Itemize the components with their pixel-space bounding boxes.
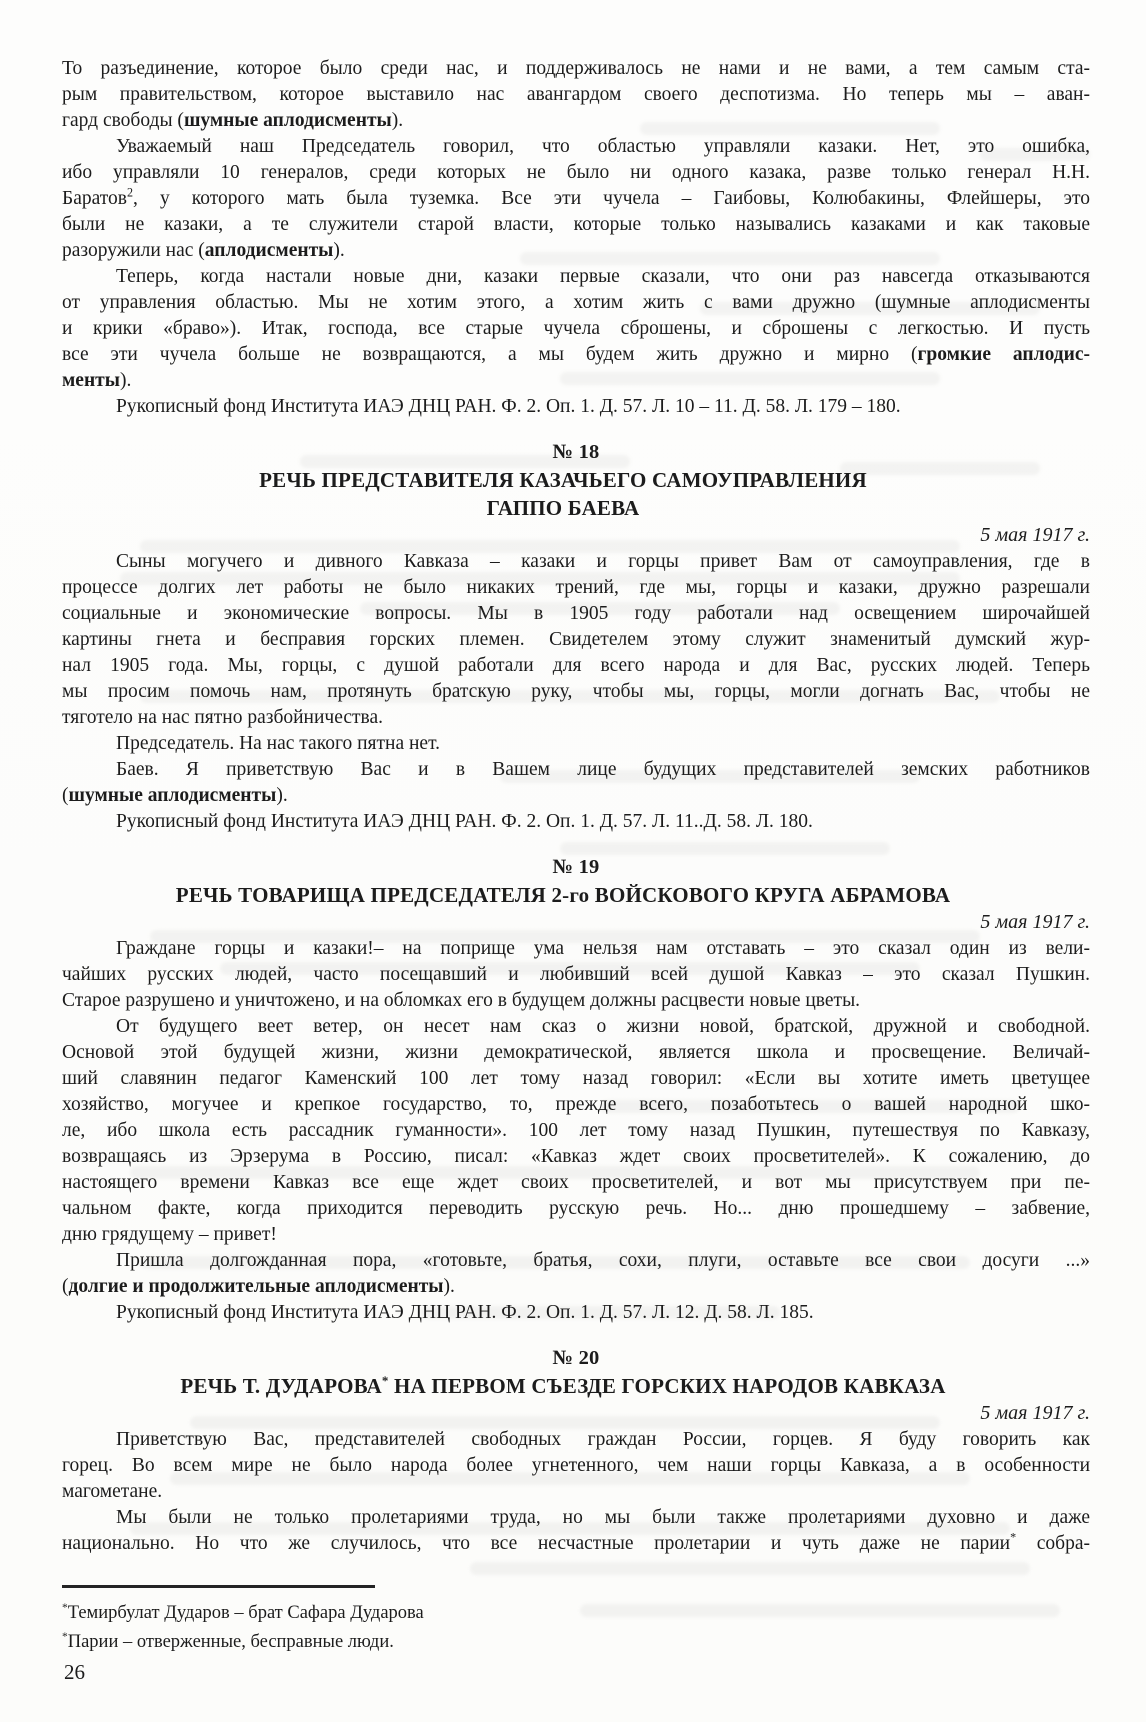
text-line [62, 466, 1064, 494]
text-line [62, 1628, 1090, 1657]
text-run: Рукописный фонд Института ИАЭ ДНЦ РАН. Ф. 2. Оп. 1. Д. 57. Л. 10 – 11. Д. 58. Л. 179 – 180. [116, 396, 901, 417]
paragraph [62, 731, 1090, 757]
text-line [62, 438, 1090, 466]
text-run: социальные и экономические вопросы. Мы в 1905 году работали над освещением широчайшей [62, 603, 1090, 624]
text-line [62, 809, 1090, 835]
text-line [62, 342, 1090, 368]
text-line [62, 1222, 1090, 1248]
text-line [62, 757, 1090, 783]
text-run: нал 1905 года. Мы, горцы, с душой работали для всего народа и для Вас, русских людей. Теперь [62, 655, 1090, 676]
text-line [62, 853, 1090, 881]
text-run: То разъединение, которое было среди нас, и поддерживалось не нами и не вами, а тем самым ста- [62, 58, 1090, 79]
text-run: РЕЧЬ ПРЕДСТАВИТЕЛЯ КАЗАЧЬЕГО САМОУПРАВЛЕНИЯ [259, 468, 867, 492]
text-run: национально. Но что же случилось, что все несчастные пролетарии и чуть даже не парии [62, 1533, 1011, 1554]
text-run: Темирбулат Дударов – брат Сафара Дударова [67, 1603, 424, 1623]
archive-reference [62, 1300, 1090, 1326]
text-line [62, 1479, 1090, 1505]
text-line [62, 82, 1090, 108]
paragraph [62, 757, 1090, 809]
text-line [62, 1531, 1090, 1557]
text-run: Пришла долгожданная пора, «готовьте, братья, сохи, плуги, оставьте все свои досуги ...» [116, 1250, 1090, 1271]
superscript-marker: * [62, 1630, 68, 1643]
bold-run: громкие аплодис- [917, 344, 1091, 365]
paragraph [62, 56, 1090, 134]
text-run: горец. Во всем мире не было народа более угнетенного, чем наши горцы Кавказа, а в особенности [62, 1455, 1090, 1476]
text-run: Приветствую Вас, представителей свободных граждан России, горцев. Я буду говорить как [116, 1429, 1090, 1450]
text-run: Рукописный фонд Института ИАЭ ДНЦ РАН. Ф. 2. Оп. 1. Д. 57. Л. 12. Д. 58. Л. 185. [116, 1302, 814, 1323]
text-line [62, 1066, 1090, 1092]
text-line [62, 1372, 1064, 1400]
text-run: ший славянин педагог Каменский 100 лет тому назад говорил: «Если вы хотите иметь цветущее [62, 1068, 1090, 1089]
section-number [62, 1344, 1090, 1372]
text-run: Уважаемый наш Председатель говорил, что областью управляли казаки. Нет, это ошибка, [116, 136, 1090, 157]
text-run: Старое разрушено и уничтожено, и на обломках его в будущем должны расцвести новые цветы. [62, 990, 861, 1011]
text-line [62, 1427, 1090, 1453]
text-run: мы просим помочь нам, протянуть братскую руку, чтобы мы, горцы, могли догнать Вас, чтобы не [62, 681, 1090, 702]
text-run: ). [333, 240, 345, 261]
text-run: № 19 [552, 856, 600, 878]
section-number [62, 438, 1090, 466]
text-line [62, 368, 1090, 394]
text-run: собра- [1016, 1533, 1090, 1554]
paragraph [62, 1248, 1090, 1300]
section-date [62, 909, 1090, 936]
text-line [62, 56, 1090, 82]
section-date [62, 1400, 1090, 1427]
text-run: тяготело на нас пятно разбойничества. [62, 707, 384, 728]
text-line [62, 212, 1090, 238]
paragraph [62, 1427, 1090, 1505]
archive-reference [62, 809, 1090, 835]
text-line [62, 494, 1064, 522]
text-run: и крики «браво»). Итак, господа, все старые чучела сброшены, и сброшены с легкостью. И пусть [62, 318, 1090, 339]
text-line [62, 108, 1090, 134]
section-title [62, 1372, 1064, 1400]
text-line [62, 1014, 1090, 1040]
superscript-marker: * [381, 1373, 389, 1388]
text-run: от управления областью. Мы не хотим этого, а хотим жить с вами дружно (шумные аплодисменты [62, 292, 1090, 313]
text-run: рым правительством, которое выставило нас авангардом своего деспотизма. Но теперь мы – аван- [62, 84, 1090, 105]
text-line [62, 1505, 1090, 1531]
text-line [62, 1144, 1090, 1170]
text-run: РЕЧЬ ТОВАРИЩА ПРЕДСЕДАТЕЛЯ 2-го ВОЙСКОВОГО КРУГА АБРАМОВА [175, 883, 951, 907]
text-line [62, 1248, 1090, 1274]
text-line [62, 909, 1090, 936]
text-line [62, 783, 1090, 809]
text-line [62, 522, 1090, 549]
text-run: Парии – отверженные, бесправные люди. [67, 1632, 394, 1652]
text-run: 5 мая 1917 г. [980, 1402, 1090, 1424]
text-line [62, 731, 1090, 757]
bold-run: долгие и продолжительные аплодисменты [68, 1276, 444, 1297]
text-run: ле, ибо школа есть рассадник гуманности». 100 лет тому назад Пушкин, путешествуя по Кавказу, [62, 1120, 1090, 1141]
text-run: ГАППО БАЕВА [486, 496, 640, 520]
text-line [62, 1300, 1090, 1326]
section-title [62, 466, 1064, 522]
text-run: Председатель. На нас такого пятна нет. [116, 733, 440, 754]
superscript-marker: * [62, 1601, 68, 1614]
text-line [62, 705, 1090, 731]
text-line [62, 1040, 1090, 1066]
bold-run: шумные аплодисменты [183, 110, 392, 131]
text-run: 5 мая 1917 г. [980, 911, 1090, 933]
text-line [62, 1118, 1090, 1144]
text-run: ( [62, 785, 69, 806]
text-run: Рукописный фонд Института ИАЭ ДНЦ РАН. Ф. 2. Оп. 1. Д. 57. Л. 11..Д. 58. Л. 180. [116, 811, 813, 832]
text-line [62, 962, 1090, 988]
superscript-marker: 2 [126, 185, 134, 200]
text-run: Граждане горцы и казаки!– на поприще ума нельзя нам отставать – это сказал один из вели- [116, 938, 1090, 959]
text-run: НА ПЕРВОМ СЪЕЗДЕ ГОРСКИХ НАРОДОВ КАВКАЗА [388, 1374, 946, 1398]
section-number [62, 853, 1090, 881]
page-number: 26 [64, 1660, 85, 1684]
text-line [62, 988, 1090, 1014]
text-line [62, 549, 1090, 575]
paragraph [62, 134, 1090, 264]
text-run: ). [276, 785, 288, 806]
text-run: дню грядущему – привет! [62, 1224, 277, 1245]
text-run: возвращаясь из Эрзерума в Россию, писал: «Кавказ ждет своих просветителей». К сожалению, до [62, 1146, 1090, 1167]
bold-run: менты [62, 370, 120, 391]
text-run: ). [119, 370, 132, 391]
section-date [62, 522, 1090, 549]
text-line [62, 238, 1090, 264]
paragraph [62, 549, 1090, 731]
text-line [62, 881, 1064, 909]
text-run: Мы были не только пролетариями труда, но мы были также пролетариями духовно и даже [116, 1507, 1090, 1528]
text-run: ( [62, 1276, 69, 1297]
paragraph [62, 1505, 1090, 1557]
text-line [62, 316, 1090, 342]
bold-run: шумные аплодисменты [68, 785, 277, 806]
text-line [62, 1453, 1090, 1479]
text-run: 5 мая 1917 г. [980, 524, 1090, 546]
text-run: настоящего времени Кавказ все еще ждет своих просветителей, и вот мы присутствуем при пе- [62, 1172, 1090, 1193]
text-run: Основой этой будущей жизни, жизни демократической, является школа и просвещение. Величай- [62, 1042, 1090, 1063]
text-run: хозяйство, могучее и крепкое государство, то, прежде всего, позаботьтесь о вашей народной шко- [62, 1094, 1090, 1115]
text-line [62, 627, 1090, 653]
text-run: Баев. Я приветствую Вас и в Вашем лице будущих представителей земских работников [116, 759, 1090, 780]
text-line [62, 186, 1090, 212]
text-line [62, 290, 1090, 316]
text-line [62, 1599, 1090, 1628]
text-run: № 18 [552, 441, 600, 463]
bold-run: аплодисменты [204, 240, 334, 261]
text-line [62, 1344, 1090, 1372]
text-line [62, 394, 1090, 420]
document-content [62, 56, 1090, 1657]
text-line [62, 1196, 1090, 1222]
text-run: ). [391, 110, 404, 131]
text-run: чальном факте, когда приходится переводить русскую речь. Но... дню прошедшему – забвение, [62, 1198, 1090, 1219]
text-line [62, 1092, 1090, 1118]
text-line [62, 264, 1090, 290]
text-run: разоружили нас ( [62, 240, 205, 261]
text-run: Теперь, когда настали новые дни, казаки первые сказали, что они раз навсегда отказываются [116, 266, 1090, 287]
text-line [62, 134, 1090, 160]
text-line [62, 575, 1090, 601]
text-line [62, 601, 1090, 627]
superscript-marker: * [1010, 1530, 1017, 1545]
text-run: РЕЧЬ Т. ДУДАРОВА [180, 1374, 382, 1398]
text-run: все эти чучела больше не возвращаются, а мы будем жить дружно и мирно ( [62, 344, 918, 365]
text-run: процессе долгих лет работы не было никаких трений, где мы, горцы и казаки, дружно разрешали [62, 577, 1090, 598]
section-title [62, 881, 1064, 909]
footnote-separator [62, 1585, 375, 1588]
text-line [62, 653, 1090, 679]
text-run: были не казаки, а те служители старой власти, которые только назывались казаками и как таковые [62, 214, 1090, 235]
text-line [62, 160, 1090, 186]
text-line [62, 1400, 1090, 1427]
archive-reference [62, 394, 1090, 420]
text-run: чайших русских людей, часто посещавший и любивший всей душой Кавказ – это сказал Пушкин. [62, 964, 1090, 985]
text-run: ). [443, 1276, 455, 1297]
text-line [62, 1170, 1090, 1196]
text-run: Сыны могучего и дивного Кавказа – казаки и горцы привет Вам от самоуправления, где в [116, 551, 1090, 572]
text-line [62, 936, 1090, 962]
text-run: Баратов [62, 188, 127, 209]
text-run: № 20 [552, 1347, 600, 1369]
paragraph [62, 264, 1090, 394]
text-line [62, 1274, 1090, 1300]
text-run: магометане. [62, 1481, 163, 1502]
text-run: гард свободы ( [62, 110, 184, 131]
text-run: картины гнета и бесправия горских племен. Свидетелем этому служит знаменитый думский жур- [62, 629, 1090, 650]
text-line [62, 679, 1090, 705]
text-run: , у которого мать была туземка. Все эти чучела – Гаибовы, Колюбакины, Флейшеры, это [133, 188, 1090, 209]
text-run: ибо управляли 10 генералов, среди которых не было ни одного казака, разве только генерал Н.Н. [62, 162, 1090, 183]
text-run: От будущего веет ветер, он несет нам сказ о жизни новой, братской, дружной и свободной. [116, 1016, 1090, 1037]
footnote [62, 1599, 1090, 1657]
paragraph [62, 936, 1090, 1014]
paragraph [62, 1014, 1090, 1248]
